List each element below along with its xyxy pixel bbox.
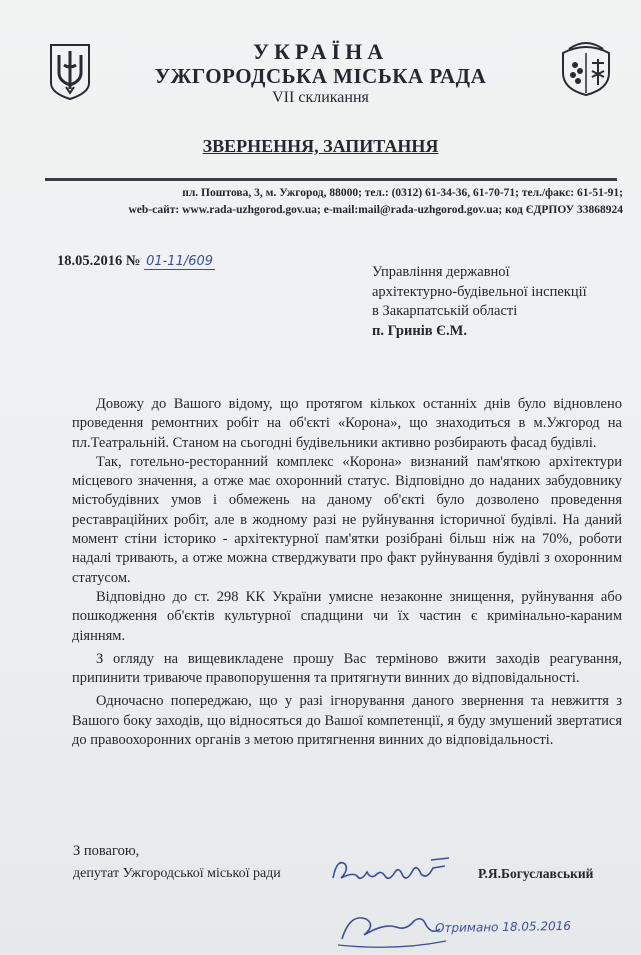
body-paragraph-2: Так, готельно-ресторанний комплекс «Корона» визнаний пам'яткою архітектури місцевого значення, а отже має охоронний статус. Відповідно до наданих забудовнику містобудівних умов і обмежень на даному об'єкті було дозволено проведення реставраційних робіт, але в жодному разі не руйнування історичної будівлі. На даний момент стіни історико - архітектурної пам'ятки розібрані більш ніж на 70%, роботи надалі тривають, а отже можна стверджувати про факт руйнування будівлі з охоронним статусом. (72, 453, 622, 586)
document-type: ЗВЕРНЕННЯ, ЗАПИТАННЯ (202, 136, 439, 156)
received-note: Отримано 18.05.2016 (434, 918, 572, 936)
contact-info (20, 185, 623, 219)
letterhead (0, 40, 641, 108)
registration-date: 18.05.2016 № (57, 253, 141, 269)
contact-line-1: пл. Поштова, 3, м. Ужгород, 88000; тел.: (0312) 61-34-36, 61-70-71; тел./факс: 61-51-91; (182, 187, 623, 199)
closing-regards: З повагою, (73, 843, 140, 859)
addressee-line-3: в Закарпатській області (372, 303, 518, 319)
body-paragraph-3: Відповідно до ст. 298 КК України умисне незаконне знищення, руйнування або пошкодження об'єктів культурної спадщини чи їх частин є кримінально-караним діянням. (72, 588, 622, 644)
council-title: УЖГОРОДСЬКА МІСЬКА РАДА (154, 64, 487, 88)
registration-line (57, 253, 215, 270)
contact-line-2: web-сайт: www.rada-uzhgorod.gov.ua; e-mail:mail@rada-uzhgorod.gov.ua; код ЄДРПОУ 33868924 (128, 204, 623, 216)
body-paragraph-1: Довожу до Вашого відому, що протягом кількох останніх днів було відновлено проведення ремонтних робіт на об'єкті «Корона», що знаходиться в м.Ужгород на пл.Театральній. Станом на сьогодні будівельники активно розбирають фасад будівлі. (72, 396, 622, 451)
addressee-block (372, 263, 587, 341)
convocation: VII скликання (272, 89, 369, 106)
handwritten-signature (327, 852, 457, 892)
city-crest-icon (557, 39, 615, 97)
addressee-line-1: Управління державної (372, 264, 510, 280)
signer-position: депутат Ужгородської міської ради (73, 866, 281, 881)
country-title: УКРАЇНА (252, 39, 389, 64)
body-paragraph-5: Одночасно попереджаю, що у разі ігнорування даного звернення та невжиття з Вашого боку заходів, що відносяться до Вашої компетенції, я буду змушений звертатися до правоохоронних органів з метою притягнення винних до відповідальності. (72, 693, 622, 749)
addressee-name: п. Гринів Є.М. (372, 322, 467, 339)
letter-body (72, 395, 622, 750)
body-paragraph-4: З огляду на вищевикладене прошу Вас терміново вжити заходів реагування, припинити триваюче правопорушення та притягнути винних до відповідальності. (72, 650, 622, 687)
signer-name: Р.Я.Богуславський (478, 866, 594, 881)
addressee-line-2: архітектурно-будівельної інспекції (372, 283, 587, 300)
registration-number: 01-11/609 (146, 254, 214, 269)
header-divider (45, 178, 617, 181)
